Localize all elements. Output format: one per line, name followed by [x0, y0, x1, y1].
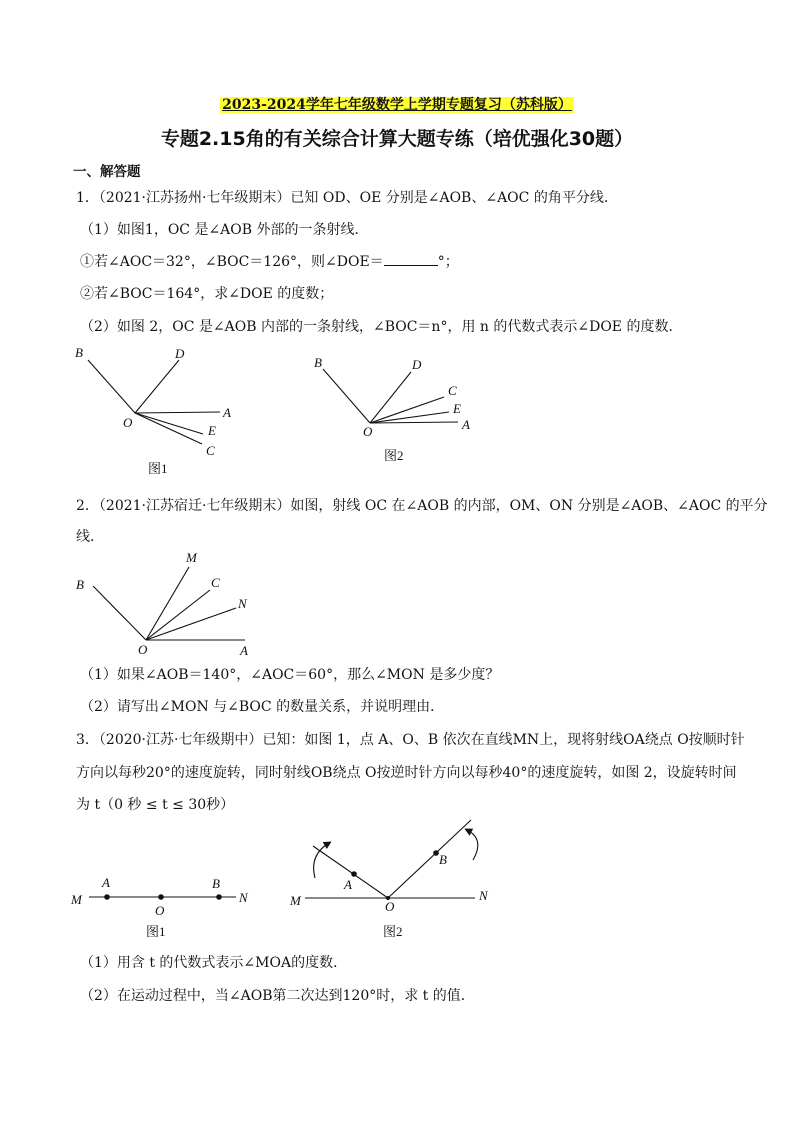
label-a: A — [223, 405, 231, 420]
label-c: C — [448, 383, 457, 398]
label-b: B — [76, 577, 84, 592]
q3-stem-line3: 为 t（0 秒 ≤ t ≤ 30秒） — [76, 797, 235, 813]
q1-part1: （1）如图1，OC 是∠AOB 外部的一条射线． — [80, 222, 369, 238]
label-a: A — [102, 875, 110, 890]
q3-part2: （2）在运动过程中，当∠AOB第二次达到120°时，求 t 的值． — [80, 988, 475, 1004]
point-a — [351, 871, 357, 877]
q3-figure-1 — [66, 870, 266, 945]
label-n: N — [239, 890, 248, 905]
q3-figure-2 — [285, 815, 505, 945]
q2-part2: （2）请写出∠MON 与∠BOC 的数量关系，并说明理由． — [80, 699, 445, 715]
q3-part1: （1）用含 t 的代数式表示∠MOA的度数． — [80, 955, 348, 971]
label-e: E — [453, 401, 461, 416]
label-c: C — [211, 575, 220, 590]
label-o: O — [155, 903, 165, 918]
label-c: C — [206, 443, 215, 458]
point-b — [216, 894, 222, 900]
q1-sub2: ②若∠BOC＝164°，求∠DOE 的度数； — [80, 286, 334, 302]
label-a: A — [344, 877, 352, 892]
q2-figure — [60, 545, 260, 660]
q2-stem-line2: 线． — [76, 529, 104, 545]
label-n: N — [238, 596, 247, 611]
q1-sub1 — [80, 251, 459, 271]
label-o: O — [138, 642, 148, 657]
label-o: O — [363, 424, 373, 439]
label-d: D — [412, 357, 422, 372]
label-m: M — [290, 893, 301, 908]
label-e: E — [208, 423, 216, 438]
label-b: B — [439, 852, 447, 867]
q1-stem: 1．（2021·江苏扬州·七年级期末）已知 OD、OE 分别是∠AOB、∠AOC 的角平分线． — [76, 190, 618, 206]
point-b — [433, 850, 439, 856]
figure-caption: 图1 — [148, 461, 168, 476]
q1-part2: （2）如图 2，OC 是∠AOB 内部的一条射线，∠BOC＝n°，用 n 的代数式表示∠DOE 的度数． — [80, 319, 683, 335]
label-a: A — [240, 643, 248, 658]
point-o — [158, 894, 164, 900]
q3-stem-line2: 方向以每秒20°的速度旋转，同时射线OB绕点 O按逆时针方向以每秒40°的速度旋转，如图 2，设旋转时间 — [76, 765, 737, 781]
q3-stem-line1: 3．（2020·江苏·七年级期中）已知：如图 1，点 A、O、B 依次在直线MN上，现将射线OA绕点 O按顺时针 — [76, 732, 745, 748]
q2-part1: （1）如果∠AOB＝140°，∠AOC＝60°，那么∠MON 是多少度？ — [80, 667, 500, 683]
q1-figure-1 — [60, 340, 260, 480]
label-b: B — [212, 876, 220, 891]
label-a: A — [462, 417, 470, 432]
document-title: 专题2.15角的有关综合计算大题专练（培优强化30题） — [160, 128, 634, 150]
answer-blank — [384, 253, 438, 266]
q2-stem-line1: 2．（2021·江苏宿迁·七年级期末）如图，射线 OC 在∠AOB 的内部，OM、ON 分别是∠AOB、∠AOC 的平分 — [76, 498, 768, 514]
figure-caption: 图2 — [384, 448, 404, 463]
q1-sub1-suffix: °； — [437, 254, 459, 270]
section-heading: 一、解答题 — [73, 164, 141, 180]
document-subtitle: 2023-2024学年七年级数学上学期专题复习（苏科版） — [222, 97, 572, 113]
label-n: N — [479, 888, 488, 903]
figure-caption: 图1 — [146, 924, 166, 939]
label-b: B — [314, 355, 322, 370]
figure-caption: 图2 — [383, 924, 403, 939]
label-o: O — [123, 415, 133, 430]
label-m: M — [186, 550, 197, 565]
label-b: B — [75, 345, 83, 360]
label-m: M — [71, 892, 82, 907]
point-a — [104, 894, 110, 900]
q1-figure-2 — [300, 345, 500, 470]
q1-sub1-text: ①若∠AOC＝32°，∠BOC＝126°，则∠DOE＝ — [80, 254, 384, 270]
label-d: D — [175, 346, 185, 361]
label-o: O — [385, 899, 395, 914]
